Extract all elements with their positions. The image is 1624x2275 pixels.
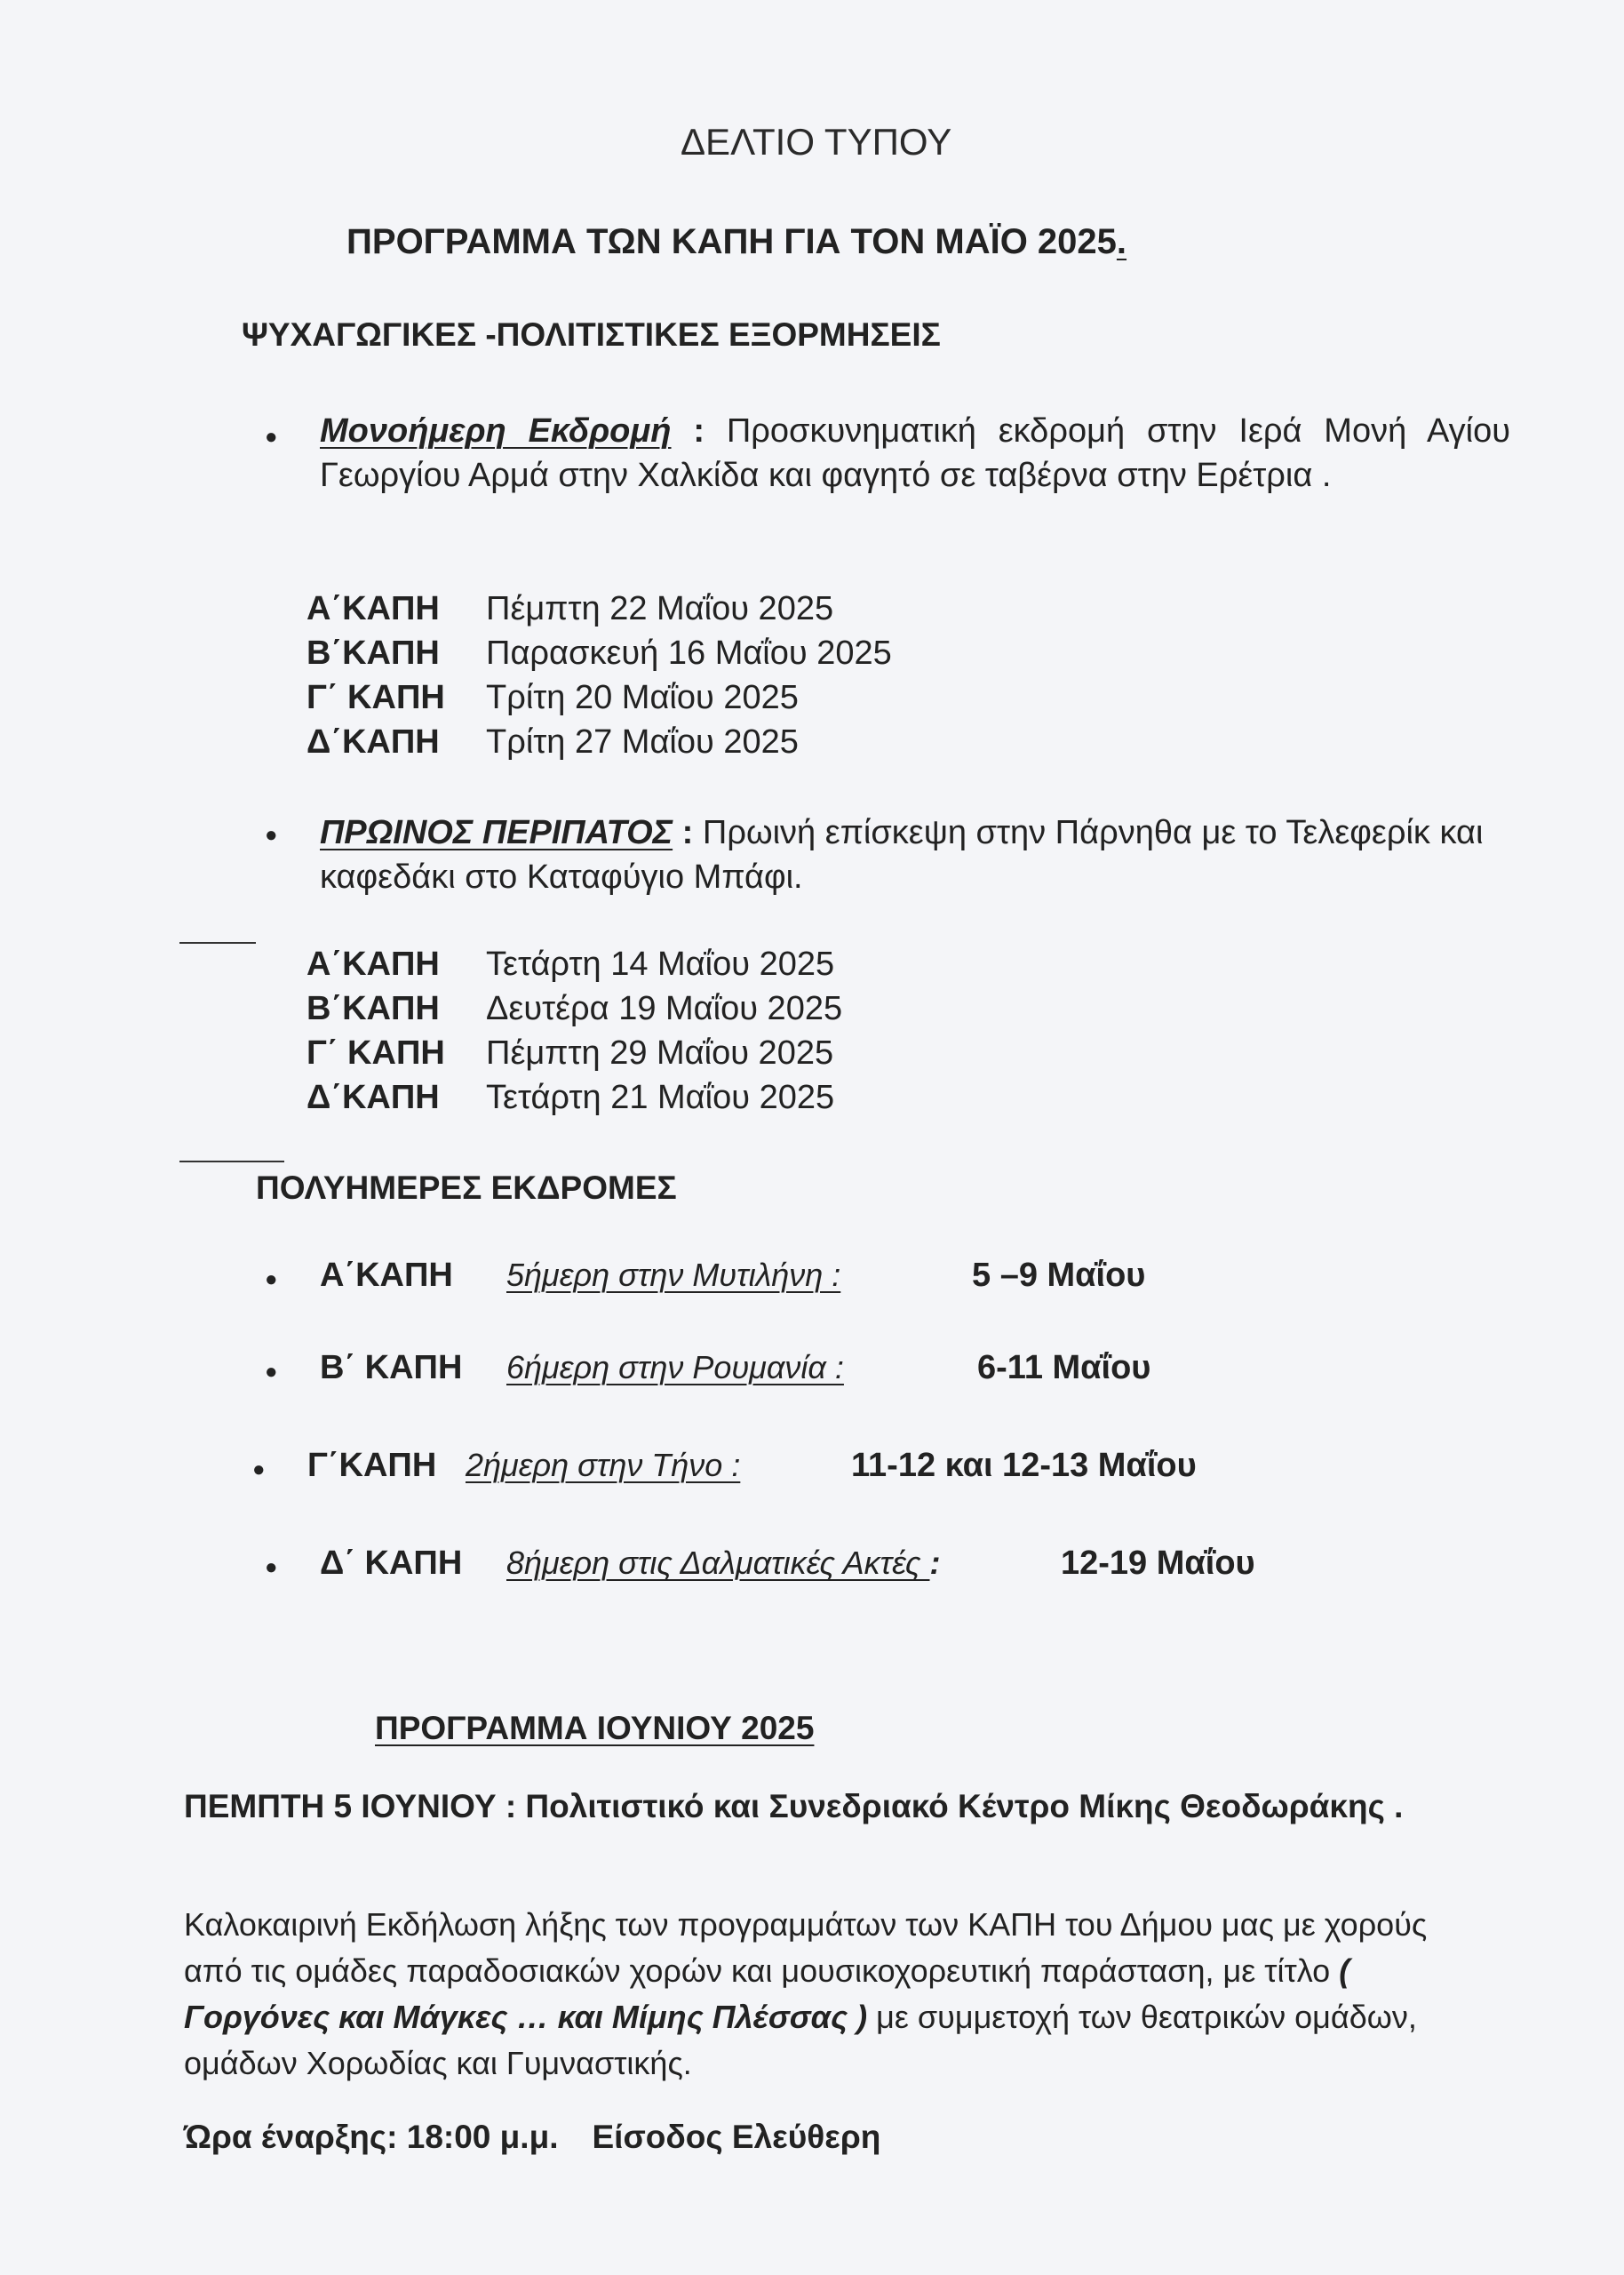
schedule-row (306, 1075, 842, 1120)
schedule-row (306, 675, 892, 720)
june-desc-after: με συμμετοχή των θεατρικών ομάδων, ομάδων Χορωδίας και Γυμναστικής. (184, 1999, 1417, 2081)
bullet-icon: ● (265, 823, 278, 847)
trip-colon: : (929, 1545, 941, 1581)
schedule-date: Τετάρτη 21 Μαΐου 2025 (486, 1079, 835, 1116)
main-title-text: ΠΡΟΓΡΑΜΜΑ ΤΩΝ ΚΑΠΗ ΓΙΑ ΤΟΝ ΜΑΪΟ 2025 (346, 222, 1117, 261)
june-desc-before: Καλοκαιρινή Εκδήλωση λήξης των προγραμμάτων των ΚΑΠΗ του Δήμου μας με χορούς από τις ομάδες παραδοσιακών χορών και μουσικοχορευτική παράσταση, με τίτλο (184, 1906, 1428, 1989)
entry-text: Είσοδος Ελεύθερη (592, 2119, 881, 2155)
kapi-label: Δ΄ΚΑΠΗ (306, 1079, 440, 1116)
bullet-icon: ● (265, 1267, 278, 1291)
june-description (184, 1902, 1463, 2087)
schedule-row (306, 942, 842, 986)
trip-name: 6ήμερη στην Ρουμανία : (506, 1349, 844, 1385)
walk-text: Πρωινή επίσκεψη στην Πάρνηθα με το Τελεφερίκ και καφεδάκι στο Καταφύγιο Μπάφι. (320, 814, 1484, 896)
multiday-item (307, 1447, 436, 1485)
schedule-date: Πέμπτη 22 Μαΐου 2025 (486, 590, 834, 627)
kapi-label: Β΄ ΚΑΠΗ (320, 1349, 463, 1386)
kapi-label: Γ΄ ΚΑΠΗ (306, 679, 445, 716)
schedule-row (306, 986, 842, 1031)
multiday-item (320, 1545, 462, 1583)
trip-dates: 11-12 και 12-13 Μαΐου (851, 1447, 1197, 1484)
june-event-place: : Πολιτιστικό και Συνεδριακό Κέντρο Μίκης Θεοδωράκης . (496, 1788, 1404, 1824)
kapi-label: Α΄ΚΑΠΗ (306, 946, 440, 983)
schedule-row (306, 587, 892, 631)
excursion-schedule (306, 587, 892, 764)
main-title (346, 222, 1126, 262)
schedule-date: Παρασκευή 16 Μαΐου 2025 (486, 635, 892, 672)
press-release-title: ΔΕΛΤΙΟ ΤΥΠΟΥ (681, 121, 952, 163)
kapi-label: Γ΄ΚΑΠΗ (307, 1447, 437, 1484)
kapi-label: Α΄ΚΑΠΗ (320, 1257, 453, 1294)
multiday-item (320, 1257, 453, 1295)
start-time-text: Ώρα έναρξης: 18:00 μ.μ. (184, 2119, 559, 2155)
walk-schedule (306, 942, 842, 1120)
trip-dates: 6-11 Μαΐου (977, 1349, 1151, 1386)
schedule-date: Τρίτη 27 Μαΐου 2025 (486, 723, 799, 761)
kapi-label: Δ΄ΚΑΠΗ (306, 723, 440, 761)
kapi-label: Γ΄ ΚΑΠΗ (306, 1034, 445, 1072)
kapi-label: Α΄ΚΑΠΗ (306, 590, 440, 627)
recreation-heading: ΨΥΧΑΓΩΓΙΚΕΣ -ΠΟΛΙΤΙΣΤΙΚΕΣ ΕΞΟΡΜΗΣΕΙΣ (242, 316, 941, 353)
trip-dates: 12-19 Μαΐου (1061, 1545, 1255, 1582)
divider-line (179, 1161, 284, 1162)
june-heading: ΠΡΟΓΡΑΜΜΑ ΙΟΥΝΙΟΥ 2025 (375, 1710, 815, 1746)
trip-name (506, 1545, 941, 1582)
kapi-label: Β΄ΚΑΠΗ (306, 635, 440, 672)
schedule-row (306, 631, 892, 675)
multiday-heading: ΠΟΛΥΗΜΕΡΕΣ ΕΚΔΡΟΜΕΣ (256, 1169, 677, 1206)
june-event (184, 1783, 1463, 1831)
kapi-label: Β΄ΚΑΠΗ (306, 990, 440, 1027)
bullet-icon: ● (265, 425, 278, 449)
schedule-date: Πέμπτη 29 Μαΐου 2025 (486, 1034, 834, 1072)
bullet-icon: ● (265, 1360, 278, 1384)
trip-name: 5ήμερη στην Μυτιλήνη : (506, 1257, 841, 1293)
walk-paragraph (320, 810, 1510, 899)
schedule-row (306, 720, 892, 764)
excursion-text: Προσκυνηματική εκδρομή στην Ιερά Μονή Αγίου Γεωργίου Αρμά στην Χαλκίδα και φαγητό σε ταβέρνα στην Ερέτρια . (320, 412, 1510, 494)
trip-name-text: 8ήμερη στις Δαλματικές Ακτές (506, 1545, 930, 1581)
excursion-label: Μονοήμερη Εκδρομή (320, 412, 672, 450)
start-time (184, 2119, 880, 2156)
walk-label: ΠΡΩΙΝΟΣ ΠΕΡΙΠΑΤΟΣ (320, 814, 673, 851)
divider-line (179, 942, 256, 944)
trip-name: 2ήμερη στην Τήνο : (466, 1447, 741, 1483)
schedule-date: Τετάρτη 14 Μαΐου 2025 (486, 946, 835, 983)
trip-dates: 5 –9 Μαΐου (972, 1257, 1146, 1294)
kapi-label: Δ΄ ΚΑΠΗ (320, 1545, 463, 1582)
schedule-date: Τρίτη 20 Μαΐου 2025 (486, 679, 799, 716)
excursion-colon: : (671, 412, 727, 450)
bullet-icon: ● (252, 1457, 266, 1481)
main-title-period: . (1116, 222, 1127, 261)
multiday-item (320, 1349, 462, 1387)
schedule-date: Δευτέρα 19 Μαΐου 2025 (486, 990, 843, 1027)
schedule-row (306, 1031, 842, 1075)
excursion-paragraph (320, 409, 1510, 498)
walk-colon: : (673, 814, 703, 851)
bullet-icon: ● (265, 1555, 278, 1579)
june-event-date: ΠΕΜΠΤΗ 5 ΙΟΥΝΙΟΥ (184, 1788, 497, 1824)
june-desc-title: ( Γοργόνες και Μάγκες … και Μίμης Πλέσσας ) (184, 1952, 1350, 2035)
